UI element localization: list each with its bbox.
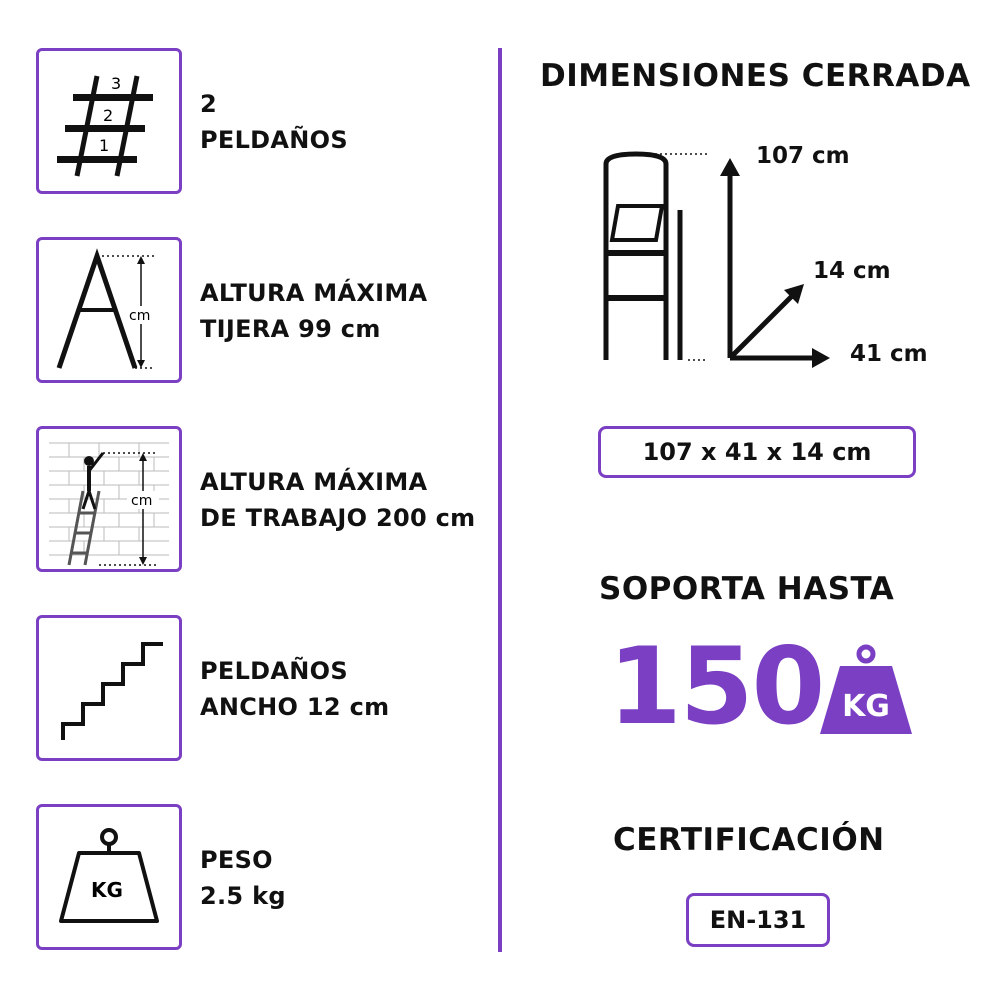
ladder-steps-icon <box>39 51 179 191</box>
feature-working-height-line1: ALTURA MÁXIMA <box>200 468 428 496</box>
feature-steps-line1: 2 <box>200 90 217 118</box>
feature-step-width-line2: ANCHO 12 cm <box>200 693 390 721</box>
feature-max-height-line2: TIJERA 99 cm <box>200 315 381 343</box>
feature-working-height-line2: DE TRABAJO 200 cm <box>200 504 476 532</box>
dimensions-title: DIMENSIONES CERRADA <box>540 58 971 94</box>
svg-text:cm: cm <box>131 493 153 509</box>
feature-weight-line1: PESO <box>200 846 273 874</box>
steps-icon-box <box>36 48 182 194</box>
working-height-icon <box>39 429 179 569</box>
svg-text:2: 2 <box>103 106 114 125</box>
svg-text:cm: cm <box>129 308 151 324</box>
working-height-icon-box <box>36 426 182 572</box>
weight-icon <box>39 807 179 947</box>
capacity-title: SOPORTA HASTA <box>599 571 895 607</box>
svg-text:KG: KG <box>842 689 890 724</box>
feature-step-width-line1: PELDAÑOS <box>200 657 348 685</box>
dimension-height-label: 107 cm <box>756 143 850 169</box>
feature-steps-line2: PELDAÑOS <box>200 126 348 154</box>
stairs-icon <box>39 618 179 758</box>
certification-title: CERTIFICACIÓN <box>613 822 885 858</box>
feature-weight-line2: 2.5 kg <box>200 882 286 910</box>
svg-text:KG: KG <box>91 878 123 902</box>
kg-weight-icon <box>818 644 914 736</box>
dimensions-summary-text: 107 x 41 x 14 cm <box>642 438 872 466</box>
dimension-width-label: 41 cm <box>850 341 928 367</box>
max-height-icon-box <box>36 237 182 383</box>
step-width-icon-box <box>36 615 182 761</box>
scissor-ladder-height-icon <box>39 240 179 380</box>
feature-max-height-line1: ALTURA MÁXIMA <box>200 279 428 307</box>
svg-text:1: 1 <box>99 136 110 155</box>
column-divider <box>498 48 502 952</box>
svg-text:3: 3 <box>111 74 122 93</box>
dimension-depth-label: 14 cm <box>813 258 891 284</box>
weight-icon-box <box>36 804 182 950</box>
certification-badge <box>686 893 830 947</box>
certification-value: EN-131 <box>709 906 807 934</box>
dimensions-summary <box>598 426 916 478</box>
capacity-value: 150 <box>608 625 824 748</box>
closed-ladder-diagram <box>596 140 836 370</box>
depth-arrow <box>730 296 792 358</box>
